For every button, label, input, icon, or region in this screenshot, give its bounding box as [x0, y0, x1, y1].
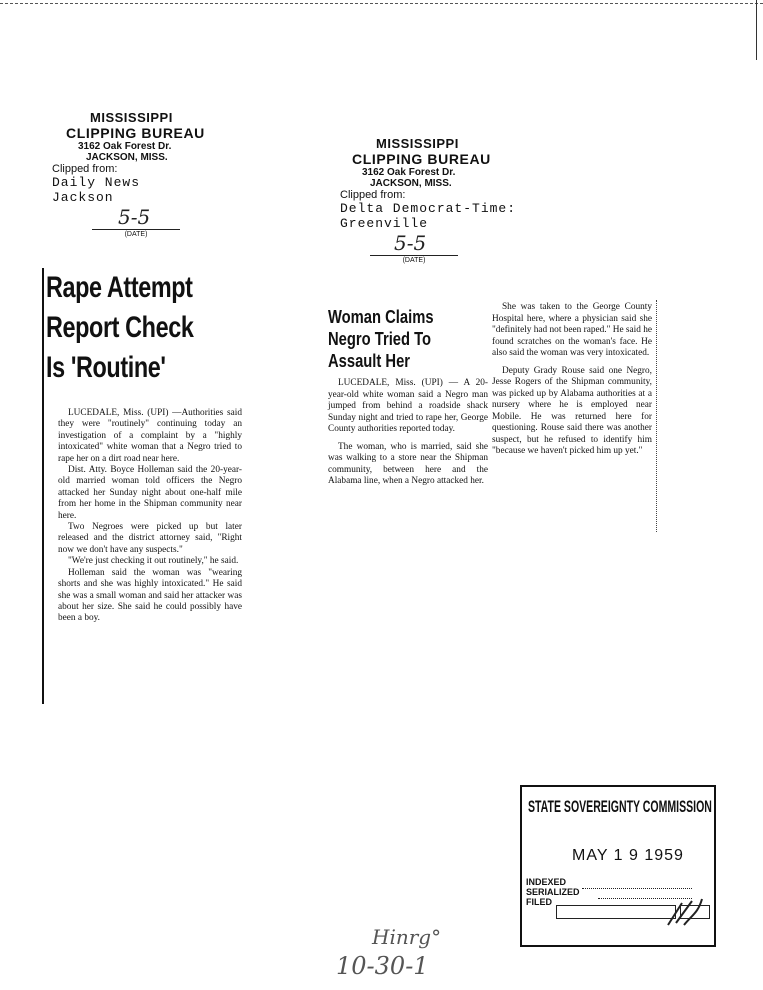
stamp-indexed-label: INDEXED: [526, 877, 567, 887]
letterhead-address1: 3162 Oak Forest Dr.: [78, 141, 172, 152]
clipping-delta-democrat: [320, 300, 657, 532]
letterhead-address1: 3162 Oak Forest Dr.: [362, 167, 456, 178]
clipping-daily-news: [42, 268, 242, 704]
letterhead-state: MISSISSIPPI: [376, 136, 459, 151]
headline-line: Is 'Routine': [46, 351, 166, 384]
date-label: (DATE): [370, 255, 458, 264]
letterhead-address2: JACKSON, MISS.: [86, 152, 168, 163]
article-paragraph: Two Negroes were picked up but later released and the district attorney said, "Right now we don't have any suspects.": [58, 522, 242, 555]
stamp-box: [556, 905, 676, 919]
scan-edge-line: [756, 0, 757, 60]
handwritten-note-2: 10-30-1: [336, 952, 429, 980]
commission-stamp: [520, 785, 716, 947]
article-paragraph: LUCEDALE, Miss. (UPI) — A 20-year-old white woman said a Negro man jumped from behind a roadside shack Sunday night and tried to rape her, George County authorities reported today.: [328, 378, 488, 434]
article-paragraph: Holleman said the woman was "wearing shorts and she was highly intoxicated." He said she was a small woman and said her attacker was about her size. She said he could possibly have been a boy.: [58, 567, 242, 624]
article-paragraph: Deputy Grady Rouse said one Negro, Jesse Rogers of the Shipman community, was picked up by Alabama authorities at a nursery where he is employed near Mobile. He was returned here for questioning. Rouse said there was another suspect, but he refused to identify him "because we haven't picked him up yet.": [492, 365, 652, 456]
handwritten-mark-icon: [662, 895, 708, 935]
article-paragraph: Dist. Atty. Boyce Holleman said the 20-year-old married woman told officers the Negro attacked her Sunday night about one-half mile from her home in the Shipman community near here.: [58, 465, 242, 521]
handwritten-date: 5-5: [394, 231, 427, 255]
article-paragraph: "We're just checking it out routinely," he said.: [68, 556, 239, 567]
letterhead-address2: JACKSON, MISS.: [370, 178, 452, 189]
headline-line: Woman Claims: [328, 307, 434, 327]
date-label: (DATE): [92, 229, 180, 238]
handwritten-note-1: Hinrg°: [372, 925, 442, 949]
stamp-filed-label: FILED: [526, 897, 552, 907]
stamp-title: STATE SOVEREIGNTY COMMISSION: [528, 797, 712, 816]
letterhead-bureau: CLIPPING BUREAU: [352, 151, 491, 167]
stamp-serialized-label: SERIALIZED: [526, 887, 580, 897]
article-paragraph: The woman, who is married, said she was walking to a store near the Shipman community, between here and the Alabama line, when a Negro attacked her.: [328, 441, 488, 486]
article2-column-1: [328, 378, 488, 494]
paper-city: Jackson: [52, 190, 114, 205]
clipped-from-label: Clipped from:: [52, 163, 118, 175]
article2-headline: [328, 306, 467, 372]
headline-line: Assault Her: [328, 351, 411, 371]
clipped-from-label: Clipped from:: [340, 189, 406, 201]
headline-line: Report Check: [46, 311, 194, 344]
article2-column-2: [492, 302, 652, 464]
stamp-date: MAY 1 9 1959: [572, 847, 684, 864]
paper-city: Greenville: [340, 216, 429, 231]
letterhead-right: [340, 136, 516, 264]
headline-line: Negro Tried To: [328, 329, 432, 349]
headline-line: Rape Attempt: [46, 271, 193, 304]
article1-headline: [46, 268, 241, 388]
stamp-indexed-line: [582, 887, 692, 889]
letterhead-state: MISSISSIPPI: [90, 110, 173, 125]
article-paragraph: She was taken to the George County Hospital here, where a physician said she "definitely had not been raped." He said he found scratches on the woman's face. He also said the woman was very intoxicated.: [492, 302, 652, 358]
article1-body: [58, 408, 242, 625]
letterhead-left: [52, 110, 205, 238]
letterhead-bureau: CLIPPING BUREAU: [66, 125, 205, 141]
paper-name: Delta Democrat-Time:: [340, 201, 517, 216]
scan-border-top: [0, 3, 763, 4]
handwritten-date: 5-5: [118, 205, 151, 229]
article-paragraph: LUCEDALE, Miss. (UPI) —Authorities said they were "routinely" continuing today an investigation of a complaint by a "highly intoxicated" white woman that a Negro tried to rape her on a dirt road near here.: [58, 408, 242, 464]
paper-name: Daily News: [52, 175, 141, 190]
